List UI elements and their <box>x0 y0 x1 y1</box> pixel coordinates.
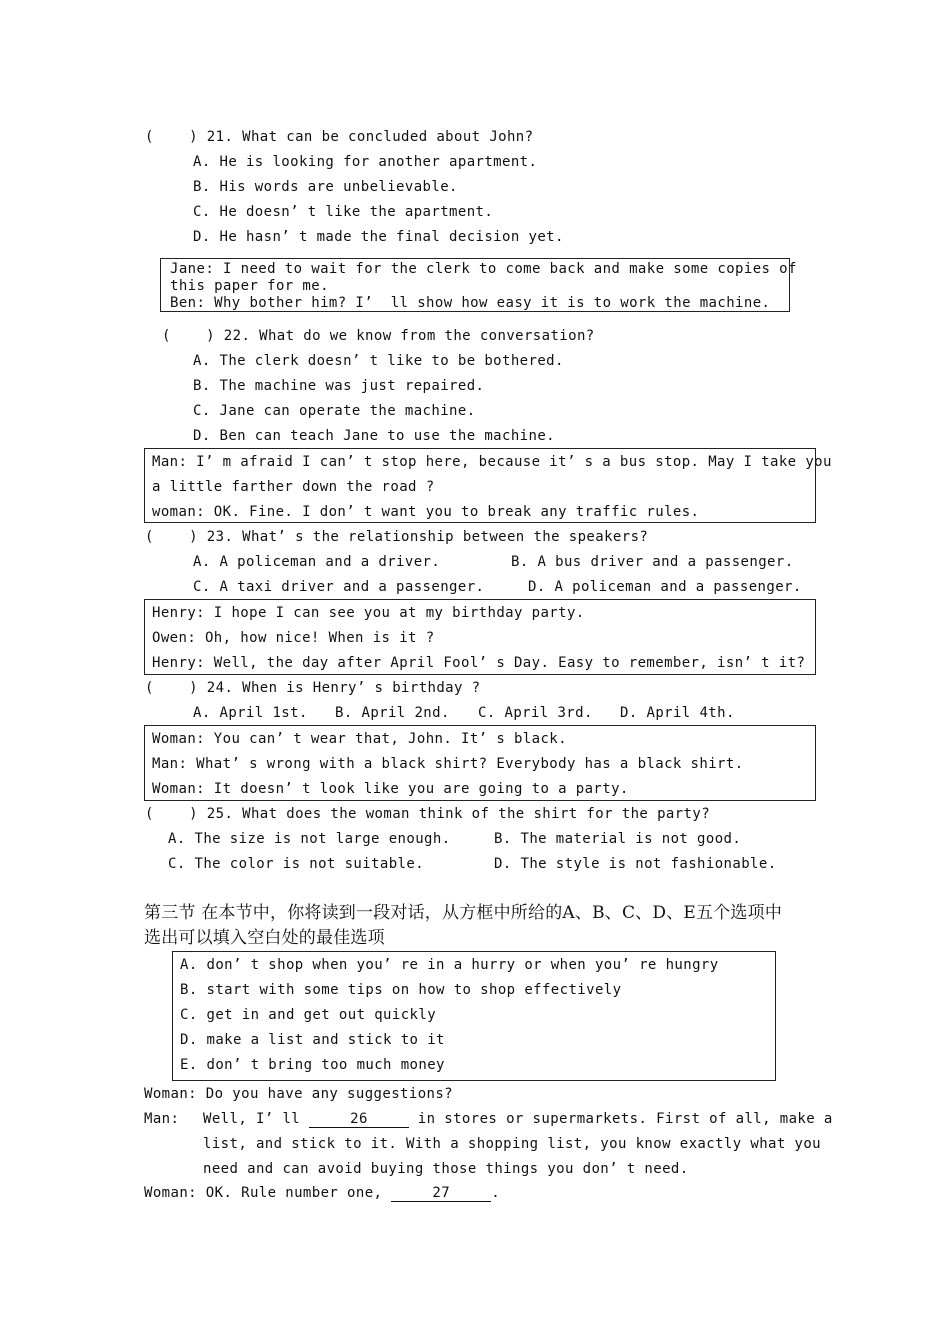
q25-option-d: D. The style is not fashionable. <box>494 856 777 872</box>
q22-option-c: C. Jane can operate the machine. <box>193 403 476 419</box>
q22-option-a: A. The clerk doesn’ t like to be bothered. <box>193 353 564 369</box>
q23-option-b: B. A bus driver and a passenger. <box>511 554 794 570</box>
q23-option-a: A. A policeman and a driver. <box>193 554 441 570</box>
q25-option-b: B. The material is not good. <box>494 831 742 847</box>
dialog-man-label: Man: <box>144 1111 180 1127</box>
dialog-man-line2: list, and stick to it. With a shopping list, you know exactly what you <box>203 1136 822 1152</box>
choice-d: D. make a list and stick to it <box>180 1032 445 1048</box>
q22-stem: ( ) 22. What do we know from the conversation? <box>162 328 595 344</box>
man-text-pre: Well, I’ ll <box>203 1111 309 1127</box>
dialog25-line2: Man: What’ s wrong with a black shirt? Everybody has a black shirt. <box>152 756 744 772</box>
dialog25-line1: Woman: You can’ t wear that, John. It’ s black. <box>152 731 567 747</box>
q21-option-b: B. His words are unbelievable. <box>193 179 458 195</box>
woman-text-post: . <box>491 1185 501 1201</box>
blank-27[interactable]: 27 <box>391 1185 491 1202</box>
choice-c: C. get in and get out quickly <box>180 1007 437 1023</box>
choice-a: A. don’ t shop when you’ re in a hurry or when you’ re hungry <box>180 957 719 973</box>
dialog-man-line3: need and can avoid buying those things you don’ t need. <box>203 1161 689 1177</box>
section3-heading-line1: 第三节 在本节中，你将读到一段对话，从方框中所给的A、B、C、D、E五个选项中 <box>144 903 783 923</box>
dialog23-line1: Man: I’ m afraid I can’ t stop here, because it’ s a bus stop. May I take you <box>152 454 832 470</box>
choice-e: E. don’ t bring too much money <box>180 1057 445 1073</box>
section3-heading-line2: 选出可以填入空白处的最佳选项 <box>144 928 385 948</box>
dialog22-line1: Jane: I need to wait for the clerk to come back and make some copies of <box>170 261 797 277</box>
q22-option-b: B. The machine was just repaired. <box>193 378 485 394</box>
q22-option-d: D. Ben can teach Jane to use the machine. <box>193 428 555 444</box>
q21-stem: ( ) 21. What can be concluded about John? <box>145 129 534 145</box>
dialog23-line3: woman: OK. Fine. I don’ t want you to break any traffic rules. <box>152 504 700 520</box>
q23-option-d: D. A policeman and a passenger. <box>528 579 802 595</box>
q21-option-a: A. He is looking for another apartment. <box>193 154 538 170</box>
q25-option-a: A. The size is not large enough. <box>168 831 451 847</box>
dialog24-line2: Owen: Oh, how nice! When is it ? <box>152 630 435 646</box>
q24-option-a: A. April 1st. <box>193 705 308 721</box>
q24-option-c: C. April 3rd. <box>478 705 593 721</box>
q25-stem: ( ) 25. What does the woman think of the shirt for the party? <box>145 806 711 822</box>
q21-option-d: D. He hasn’ t made the final decision yet. <box>193 229 564 245</box>
q23-stem: ( ) 23. What’ s the relationship between the speakers? <box>145 529 649 545</box>
blank-26[interactable]: 26 <box>309 1111 409 1128</box>
dialog-man-line1 <box>203 1110 833 1128</box>
choice-b: B. start with some tips on how to shop effectively <box>180 982 622 998</box>
q21-option-c: C. He doesn’ t like the apartment. <box>193 204 494 220</box>
dialog23-line2: a little farther down the road ? <box>152 479 435 495</box>
dialog22-line2: this paper for me. <box>170 278 329 294</box>
q24-stem: ( ) 24. When is Henry’ s birthday ? <box>145 680 481 696</box>
dialog25-line3: Woman: It doesn’ t look like you are going to a party. <box>152 781 629 797</box>
q25-option-c: C. The color is not suitable. <box>168 856 425 872</box>
dialog-woman-line2 <box>144 1184 500 1202</box>
dialog24-line3: Henry: Well, the day after April Fool’ s Day. Easy to remember, isn’ t it? <box>152 655 806 671</box>
man-text-post: in stores or supermarkets. First of all, make a <box>408 1111 833 1127</box>
q24-option-d: D. April 4th. <box>620 705 735 721</box>
dialog24-line1: Henry: I hope I can see you at my birthday party. <box>152 605 585 621</box>
q24-option-b: B. April 2nd. <box>335 705 450 721</box>
dialog22-line3: Ben: Why bother him? I’ ll show how easy it is to work the machine. <box>170 295 771 311</box>
q23-option-c: C. A taxi driver and a passenger. <box>193 579 485 595</box>
dialog-woman-line1: Woman: Do you have any suggestions? <box>144 1086 454 1102</box>
woman-text-pre: Woman: OK. Rule number one, <box>144 1185 392 1201</box>
